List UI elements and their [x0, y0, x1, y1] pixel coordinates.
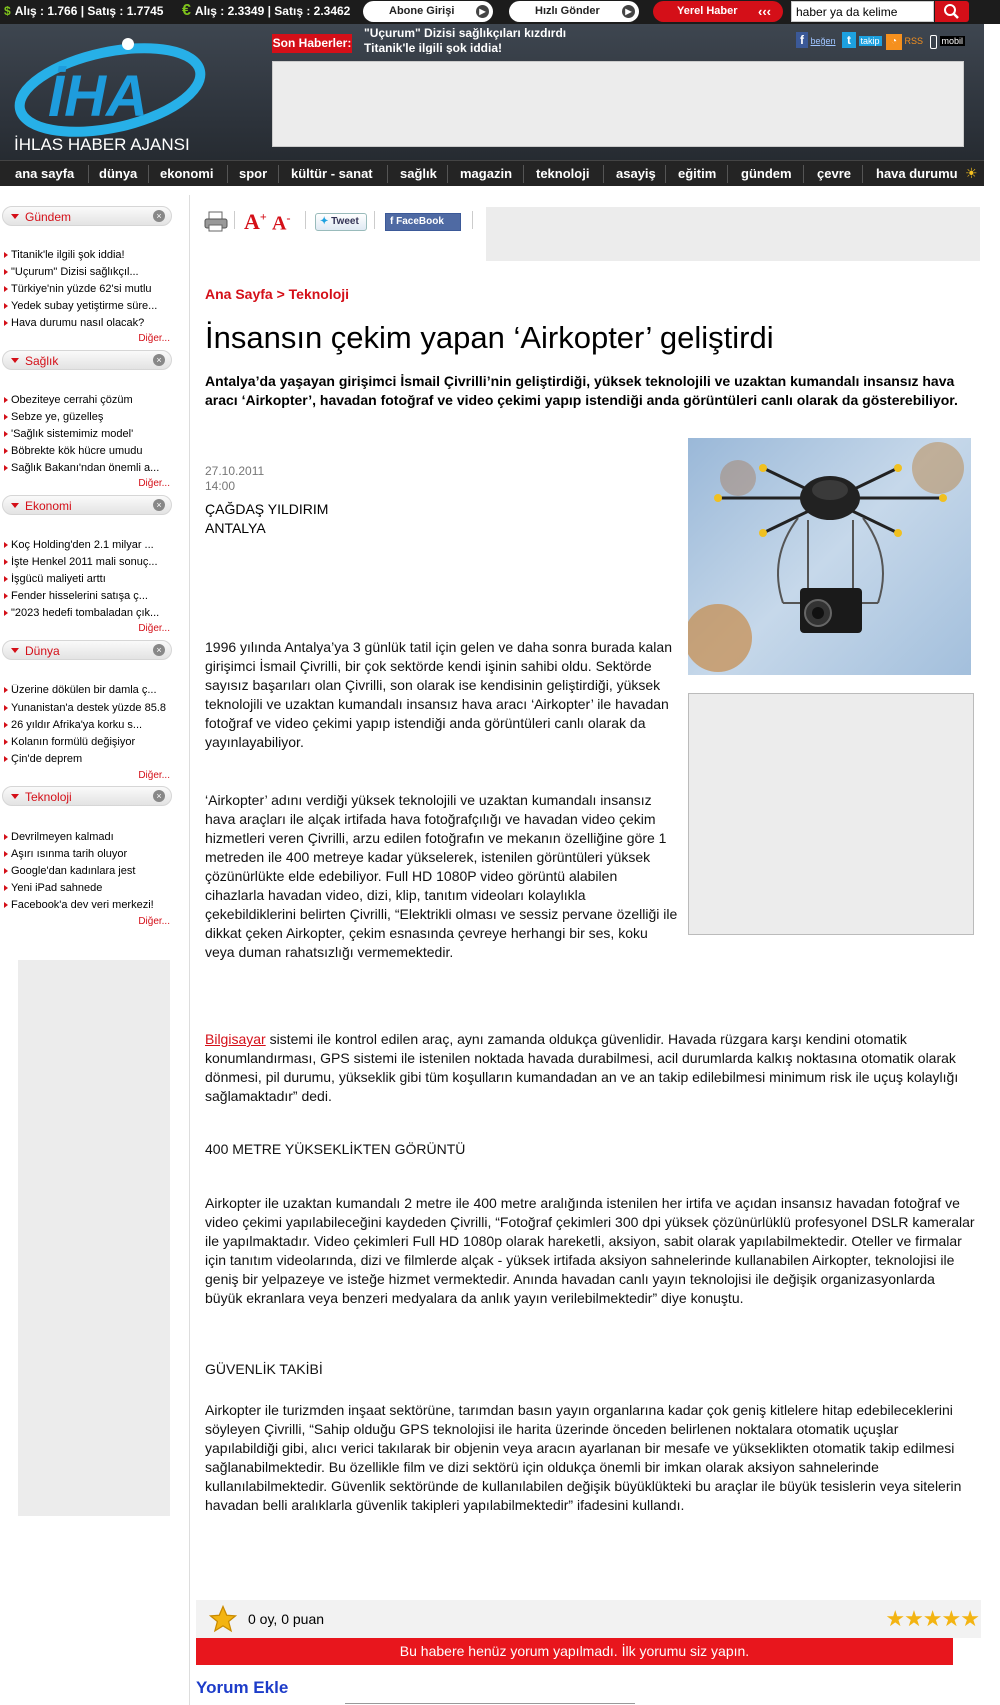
more-link[interactable]: Diğer... [138, 770, 170, 781]
close-icon[interactable]: × [153, 210, 165, 222]
mobile-label: mobil [941, 36, 964, 46]
search-input[interactable] [791, 1, 934, 22]
sidebar-news-item[interactable]: Facebook'a dev veri merkezi! [4, 899, 172, 911]
caret-down-icon [11, 648, 19, 653]
top-bar [0, 0, 1000, 24]
more-link[interactable]: Diğer... [138, 478, 170, 489]
more-link[interactable]: Diğer... [138, 623, 170, 634]
sidebar-box-teknoloji-header[interactable] [2, 786, 172, 806]
iha-logo-icon [10, 30, 206, 154]
sidebar-news-item[interactable]: Sağlık Bakanı'ndan önemli a... [4, 462, 172, 474]
more-link[interactable]: Diğer... [138, 916, 170, 927]
article-paragraph: Airkopter ile turizmden inşaat sektörüne, tarımdan basın yayın organlarına kadar çok geniş kitlelere hitap edebileceklerini söyleyen Çivrilli, “Sahip olduğu GPS teknolojisi ile harita üzerinde önceden belirlenen noktalara otomatik uçuşlar yapılabildiği gibi, alıcı verici takılarak bir objenin veya aracın ayarlanan bir mesafe ve yükseklikten otomatik takip edilmesi sağlanabilmektedir. Bu özellikle film ve dizi sektörü için oldukça önemli bir imkan olarak aksiyon sahnelerinde kullanılabilmektedir. Güvenlik sektöründe de kullanılabilen değişik büyüklükteki bu araçlar ile büyük tesislerin veya sitelerin havadan belli aralıklarla güvenlik takipleri yapılabilmektedir” ifadesini kullandı. [205, 1402, 962, 1513]
ticker-label: Son Haberler: [272, 34, 352, 53]
rating-bar [196, 1600, 981, 1638]
sidebar-news-item[interactable]: Koç Holding'den 2.1 milyar ... [4, 539, 172, 551]
weather-sun-icon: ☀ [965, 165, 978, 181]
printer-icon [204, 210, 228, 232]
caret-down-icon [11, 503, 19, 508]
sidebar-news-item[interactable]: Aşırı ısınma tarih oluyor [4, 848, 172, 860]
sidebar-box-title: Dünya [25, 644, 60, 658]
mobile-phone-icon [930, 35, 937, 49]
rating-star-icon[interactable]: ★ [922, 1606, 942, 1631]
star-icon [208, 1604, 238, 1634]
sidebar-news-item[interactable]: Hava durumu nasıl olacak? [4, 317, 172, 329]
article-main [189, 195, 983, 1705]
close-icon[interactable]: × [153, 790, 165, 802]
facebook-share-button[interactable] [385, 213, 461, 231]
sidebar-news-item[interactable]: Sebze ye, güzelleş [4, 411, 172, 423]
dollar-rate-text: Alış : 1.766 | Satış : 1.7745 [14, 4, 164, 18]
tweet-label: Tweet [331, 216, 359, 227]
facebook-icon: f [390, 216, 394, 227]
bilgisayar-link[interactable]: Bilgisayar [205, 1031, 266, 1047]
header [0, 24, 984, 160]
sidebar-news-item[interactable]: Türkiye'nin yüzde 62'si mutlu [4, 283, 172, 295]
article-paragraph [205, 1030, 975, 1106]
sidebar-box-title: Teknoloji [25, 790, 72, 804]
sidebar-news-item[interactable]: İşgücü maliyeti arttı [4, 573, 172, 585]
rating-stars[interactable] [885, 1608, 979, 1630]
add-comment-heading[interactable]: Yorum Ekle [196, 1678, 289, 1697]
sidebar-news-item[interactable]: 'Sağlık sistemimiz model' [4, 428, 172, 440]
nav-item-cevre[interactable]: çevre [817, 166, 851, 181]
article-subheading: GÜVENLİK TAKİBİ [205, 1361, 323, 1377]
arrow-right-icon: ▶ [622, 5, 635, 18]
twitter-follow-button[interactable] [842, 32, 882, 50]
nav-item-ekonomi[interactable]: ekonomi [160, 166, 214, 181]
author-name: ÇAĞDAŞ YILDIRIM [205, 501, 329, 517]
sidebar-box-gundem-header[interactable] [2, 206, 172, 226]
sidebar-box-saglik-header[interactable] [2, 350, 172, 370]
rating-text: 0 oy, 0 puan [248, 1611, 325, 1627]
rating-star-icon[interactable]: ★ [885, 1606, 905, 1631]
sidebar-news-item[interactable]: Titanik'le ilgili şok iddia! [4, 249, 172, 261]
facebook-share-label: FaceBook [396, 216, 444, 227]
article-lead: Antalya’da yaşayan girişimci İsmail Çivrilli’nin geliştirdiği, yüksek teknolojili ve uzaktan kumandalı insansız hava aracı ‘Airkopter’, havadan fotoğraf ve video çekimi yapıp istendiği anda görüntüleri canlı olarak da gösterebiliyor. [205, 373, 958, 408]
twitter-bird-icon: ✦ [320, 216, 329, 227]
rating-star-icon[interactable]: ★ [941, 1606, 961, 1631]
rating-star-icon[interactable]: ★ [960, 1606, 979, 1631]
caret-down-icon [11, 214, 19, 219]
sidebar-box-dunya-header[interactable] [2, 640, 172, 660]
sidebar-box-title: Ekonomi [25, 499, 72, 513]
font-decrease-button[interactable]: A- [272, 211, 291, 235]
sidebar-news-item[interactable]: Üzerine dökülen bir damla ç... [4, 684, 172, 696]
dollar-icon: $ [4, 4, 11, 18]
rating-star-icon[interactable]: ★ [904, 1606, 923, 1631]
svg-text:İHLAS HABER AJANSI: İHLAS HABER AJANSI [14, 135, 190, 154]
nav-item-ana-sayfa[interactable]: ana sayfa [15, 166, 75, 181]
article-date [205, 464, 264, 494]
euro-rate-text: Alış : 2.3349 | Satış : 2.3462 [194, 4, 351, 18]
sidebar-news-item[interactable]: Yunanistan'a destek yüzde 85.8 [4, 702, 172, 714]
hizli-gonder-button[interactable] [509, 1, 639, 22]
font-increase-button[interactable]: A+ [244, 209, 267, 234]
sidebar-news-item[interactable]: Yeni iPad sahnede [4, 882, 172, 894]
sidebar-news-item[interactable]: "Uçurum" Dizisi sağlıkçıl... [4, 266, 172, 278]
search-button[interactable] [935, 1, 969, 22]
article-photo[interactable] [688, 438, 971, 675]
top-right-ad[interactable] [486, 207, 980, 261]
main-nav [0, 160, 984, 186]
facebook-like-button[interactable] [796, 32, 836, 50]
close-icon[interactable]: × [153, 644, 165, 656]
sidebar-news-item[interactable]: Obeziteye cerrahi çözüm [4, 394, 172, 406]
yerel-haber-button[interactable] [653, 1, 783, 22]
facebook-like-label: beğen [810, 36, 836, 46]
nav-item-kultur-sanat[interactable]: kültür - sanat [291, 166, 373, 181]
sidebar-news-item[interactable]: Fender hisselerini satışa ç... [4, 590, 172, 602]
no-comments-banner: Bu habere henüz yorum yapılmadı. İlk yorumu siz yapın. [196, 1638, 953, 1665]
ticker-item[interactable]: Titanik'le ilgili şok iddia! [364, 41, 502, 54]
sidebar-box-ekonomi-header[interactable] [2, 495, 172, 515]
logo[interactable] [10, 30, 206, 154]
ticker-item[interactable]: "Uçurum" Dizisi sağlıkçıları kızdırdı [364, 26, 567, 40]
article-paragraph: ‘Airkopter’ adını verdiği yüksek teknolojili ve uzaktan kumandalı insansız hava araçları ile alçak irtifada hava fotoğrafçılığı ve havadan video çekim hizmetleri veren Çivrilli, arzu edilen fotoğrafın ve mekanın özelliğine göre 1 metreden ile 400 metreye kadar yükselerek, istenilen görüntüleri yüksek çözünürlükte elde edebiliyor. Full HD 1080P video görüntü alabilen cihazlarla havadan video, dizi, klip, tanıtım videoları kolaylıkla çekebildiklerini belirten Çivrilli, “Elektrikli olması ve sessiz pervane özelliği ile dikkat çeken Airkopter, çekim esnasında çevreye herhangi bir ses, koku veya duman rahatsızlığı vermemektedir. [205, 792, 678, 960]
nav-item-gundem[interactable]: gündem [741, 166, 792, 181]
article-paragraph-text: sistemi ile kontrol edilen araç, aynı zamanda oldukça güvenlidir. Havada rüzgara karşı kendini otomatik konumlandırması, GPS sistemi ile istenilen noktada havada durabilmesi, acil durumlarda kalkış noktasına otomatik olarak dönmesi, pil durumu, yükseklik gibi tüm koşulların kumandadan an ve an takip edilebilmesi minimum risk ile uçuş kolaylığı sağlamaktadır” dedi. [205, 1031, 959, 1104]
article-date-text: 27.10.2011 [205, 464, 265, 478]
dollar-rate [4, 4, 163, 18]
svg-text:İHA: İHA [48, 64, 148, 129]
euro-rate [182, 2, 350, 20]
nav-item-dunya[interactable]: dünya [99, 166, 138, 181]
print-button[interactable] [204, 210, 228, 235]
author-location: ANTALYA [205, 520, 266, 536]
sidebar-news-item[interactable]: "2023 hedefi tombaladan çık... [4, 607, 172, 619]
nav-item-magazin[interactable]: magazin [460, 166, 513, 181]
yerel-haber-label: Yerel Haber [677, 5, 738, 17]
sidebar-box-title: Sağlık [25, 354, 59, 368]
article-title: İnsansın çekim yapan ‘Airkopter’ geliştirdi [205, 320, 774, 355]
sidebar-news-item[interactable]: Devrilmeyen kalmadı [4, 831, 172, 843]
sidebar-news-item[interactable]: Kolanın formülü değişiyor [4, 736, 172, 748]
facebook-icon: f [796, 32, 808, 48]
nav-item-egitim[interactable]: eğitim [678, 166, 717, 181]
hizli-gonder-label: Hızlı Gönder [535, 5, 600, 17]
twitter-follow-label: takip [860, 36, 880, 46]
rss-icon: ◔ [886, 34, 902, 50]
abone-girisi-button[interactable] [363, 1, 493, 22]
abone-girisi-label: Abone Girişi [389, 5, 455, 17]
sidebar-news-item[interactable]: Çin'de deprem [4, 753, 172, 765]
chevrons-left-icon: ‹‹‹ [758, 4, 771, 19]
top-ad-banner[interactable] [272, 61, 964, 147]
breadcrumb[interactable]: Ana Sayfa > Teknoloji [205, 286, 350, 302]
nav-item-teknoloji[interactable]: teknoloji [536, 166, 590, 181]
arrow-right-icon: ▶ [476, 5, 489, 18]
nav-item-saglik[interactable]: sağlık [400, 166, 437, 181]
caret-down-icon [11, 794, 19, 799]
tweet-button[interactable] [315, 213, 367, 231]
article-subheading: 400 METRE YÜKSEKLİKTEN GÖRÜNTÜ [205, 1141, 466, 1157]
sidebar-news-item[interactable]: Yedek subay yetiştirme süre... [4, 300, 172, 312]
article-paragraph: 1996 yılında Antalya’ya 3 günlük tatil için gelen ve daha sonra burada kalan girişimci İsmail Çivrilli, bir çok sektörde kendi işinin sahibi oldu. Sektörde sayısız başarıları olan Çivrilli, son olarak ise kendisinin geliştirdiği, yüksek teknolojili ve uzaktan kumandalı insansız hava aracı ‘Airkopter’ ile havadan fotoğraf ve video çekimi yapıp istendiği anda görüntüleri canlı olarak da yayınlayabiliyor. [205, 639, 672, 750]
close-icon[interactable]: × [153, 499, 165, 511]
sidebar-news-item[interactable]: Google'dan kadınlara jest [4, 865, 172, 877]
euro-icon: € [182, 2, 191, 19]
twitter-icon: t [842, 32, 856, 48]
search-icon [935, 1, 969, 22]
drone-image [688, 438, 971, 675]
sidebar-news-item[interactable]: Böbrekte kök hücre umudu [4, 445, 172, 457]
rss-button[interactable] [886, 32, 923, 50]
sidebar-box-title: Gündem [25, 210, 72, 224]
nav-item-hava-durumu[interactable]: hava durumu [876, 166, 958, 181]
mobile-button[interactable] [930, 32, 965, 50]
article-time-text: 14:00 [205, 479, 236, 493]
sidebar-ad[interactable] [18, 960, 170, 1516]
news-ticker[interactable] [364, 26, 566, 54]
sidebar-news-item[interactable]: 26 yıldır Afrika'ya korku s... [4, 719, 172, 731]
comment-divider [345, 1703, 635, 1704]
right-ad[interactable] [688, 693, 974, 935]
nav-item-asayis[interactable]: asayiş [616, 166, 656, 181]
more-link[interactable]: Diğer... [138, 333, 170, 344]
rss-label: RSS [904, 36, 924, 46]
caret-down-icon [11, 358, 19, 363]
sidebar-news-item[interactable]: İşte Henkel 2011 mali sonuç... [4, 556, 172, 568]
close-icon[interactable]: × [153, 354, 165, 366]
article-paragraph: Airkopter ile uzaktan kumandalı 2 metre ile 400 metre aralığında istenilen her irtifa ve açıdan insansız havadan fotoğraf ve video çekimi yapılabileceğini kaydeden Çivrilli, “Fotoğraf çekimleri 300 dpi yüksek çözünürlüklü profesyonel DSLR kameralar ile yapılmaktadır. Video çekimleri Full HD 1080p olarak hareketli, aksiyon, sabit olarak yapılabilmektedir. Oteller ve firmalar için tanıtım videolarında, dizi ve filmlerde alçak - yüksek irtifada aksiyon sahnelerinde kullanabilen Airkopter, teknolojisi ile geniş bir yelpazeye ve isteğe hizmet vermektedir. Anında havadan canlı yayın teknolojisi ile değişik organizasyonlarda büyük ekranlara veya benzeri medyalara da anlık yayın verilebilmektedir” diye konuştu. [205, 1195, 975, 1306]
article-author [205, 500, 328, 538]
nav-item-spor[interactable]: spor [239, 166, 268, 181]
